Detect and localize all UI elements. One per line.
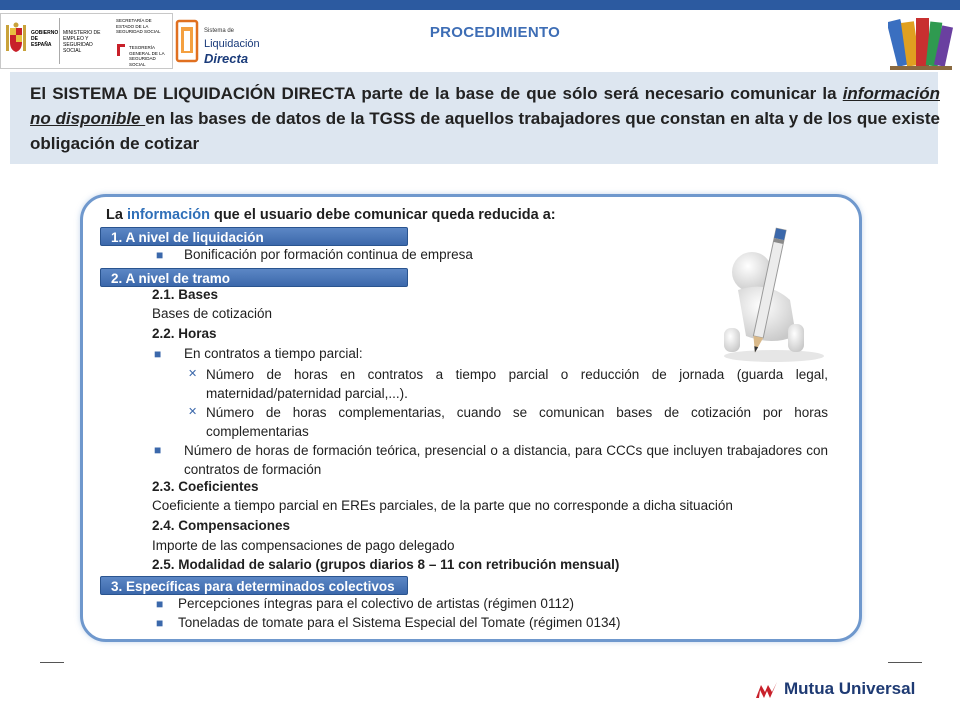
bullet-icon: ■ [154,347,162,361]
gobierno-text: GOBIERNO DE ESPAÑA [31,30,59,48]
bullet-icon: ■ [154,443,162,457]
page-title: PROCEDIMIENTO [429,24,561,41]
tgss-mark-icon [116,43,126,57]
secretaria-text: SECRETARÍA DE ESTADO DE LA SEGURIDAD SOCIAL [116,18,161,34]
liquidacion-directa-logo [173,13,260,67]
panel-heading-post: que el usuario debe comunicar queda reducida a: [209,207,556,223]
gobierno-espana-logo [0,13,114,69]
tesoreria-text: TESORERÍA GENERAL DE LA SEGURIDAD SOCIAL [129,45,165,67]
mutua-universal-mark-icon [756,681,778,699]
s22-item: En contratos a tiempo parcial: [184,346,363,361]
s22-heading: 2.2. Horas [152,326,217,341]
bullet-icon: ■ [156,248,164,262]
s24-heading: 2.4. Compensaciones [152,518,291,533]
intro-part5: TGSS [369,109,416,128]
panel-heading [106,207,556,223]
books-icon [888,12,954,72]
section-2-bar: 2. A nivel de tramo [100,268,408,287]
intro-part6: de aquellos trabajadores que constan en alta y de los que existe obligación de cotizar [30,109,940,153]
liquidacion-text: Liquidación [204,38,260,50]
intro-part3: información no disponible [30,84,940,128]
section-3-bar: 3. Específicas para determinados colectivos [100,576,408,595]
cross-bullet-icon: ✕ [188,368,198,380]
s1-item: Bonificación por formación continua de empresa [184,247,473,262]
s23-heading: 2.3. Coeficientes [152,479,259,494]
panel-heading-pre: La [106,207,127,223]
s22-item2: Número de horas de formación teórica, presencial o a distancia, para CCCs que incluyen trabajadores con contratos de formación [184,443,828,477]
s23-text: Coeficiente a tiempo parcial en EREs parciales, de la parte que no corresponde a dicha situación [152,498,733,513]
sistema-text: Sistema de [204,28,235,34]
figure-with-pencil-icon [702,224,848,364]
s25-heading: 2.5. Modalidad de salario (grupos diarios 8 – 11 con retribución mensual) [152,557,620,572]
bullet-icon: ■ [156,597,164,611]
liquidacion-directa-mark-icon [175,19,203,63]
tgss-logo [112,13,173,69]
s22-sub1: Número de horas en contratos a tiempo parcial o reducción de jornada (guarda legal, maternidad/paternidad parcial,...). [206,367,828,401]
top-accent-bar [0,0,960,10]
s21-text: Bases de cotización [152,306,273,321]
intro-part1: El SISTEMA DE LIQUIDACIÓN DIRECTA [30,84,356,103]
s24-text: Importe de las compensaciones de pago delegado [152,538,455,553]
footer-line-right [888,662,922,663]
s22-sub2: Número de horas complementarias, cuando se comunican bases de cotización por horas complementarias [206,405,828,439]
logo-divider [59,18,60,64]
intro-part2: parte de la base de que sólo será necesario comunicar la [355,84,843,103]
s21-heading: 2.1. Bases [152,287,219,302]
ministerio-text: MINISTERIO DE EMPLEO Y SEGURIDAD SOCIAL [63,30,101,54]
intro-part4: en las bases de datos de la [145,109,370,128]
intro-paragraph [30,81,940,156]
s3-item1: Percepciones íntegras para el colectivo de artistas (régimen 0112) [178,596,574,611]
panel-heading-highlight: información [126,207,210,223]
intro-box [10,72,938,164]
s3-item2: Toneladas de tomate para el Sistema Especial del Tomate (régimen 0134) [178,615,621,630]
section-1-bar: 1. A nivel de liquidación [100,227,408,246]
cross-bullet-icon: ✕ [188,406,198,418]
coat-of-arms-icon [5,22,27,56]
bullet-icon: ■ [156,616,164,630]
footer-line-left [40,662,64,663]
directa-text: Directa [204,51,249,66]
footer-brand: Mutua Universal [784,679,916,698]
